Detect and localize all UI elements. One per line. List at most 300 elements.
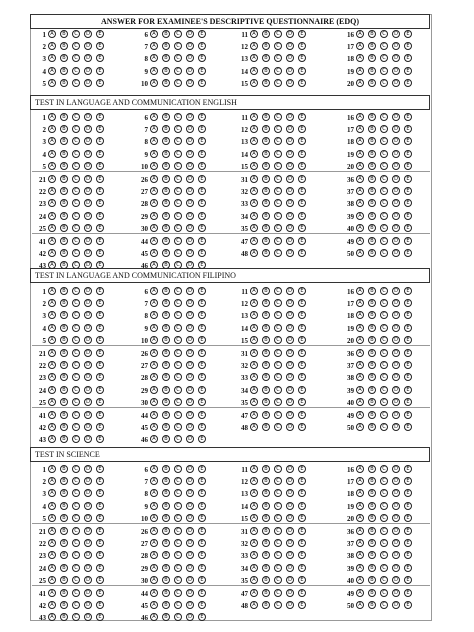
choice-bubble-e[interactable]: E	[298, 514, 306, 522]
choice-bubble-d[interactable]: D	[186, 373, 194, 381]
choice-bubble-a[interactable]: A	[356, 150, 364, 158]
choice-bubble-d[interactable]: D	[392, 224, 400, 232]
choice-bubble-d[interactable]: D	[84, 373, 92, 381]
choice-bubble-c[interactable]: C	[174, 589, 182, 597]
choice-bubble-b[interactable]: B	[262, 67, 270, 75]
choice-bubble-b[interactable]: B	[162, 199, 170, 207]
choice-bubble-a[interactable]: A	[48, 564, 56, 572]
choice-bubble-b[interactable]: B	[162, 613, 170, 621]
choice-bubble-b[interactable]: B	[262, 527, 270, 535]
choice-bubble-e[interactable]: E	[404, 336, 412, 344]
choice-bubble-b[interactable]: B	[60, 137, 68, 145]
choice-bubble-a[interactable]: A	[48, 299, 56, 307]
choice-bubble-b[interactable]: B	[60, 539, 68, 547]
choice-bubble-d[interactable]: D	[392, 373, 400, 381]
choice-bubble-e[interactable]: E	[96, 435, 104, 443]
choice-bubble-a[interactable]: A	[250, 465, 258, 473]
choice-bubble-d[interactable]: D	[286, 212, 294, 220]
choice-bubble-e[interactable]: E	[298, 411, 306, 419]
choice-bubble-a[interactable]: A	[48, 349, 56, 357]
choice-bubble-a[interactable]: A	[250, 249, 258, 257]
choice-bubble-c[interactable]: C	[72, 514, 80, 522]
choice-bubble-e[interactable]: E	[404, 324, 412, 332]
choice-bubble-c[interactable]: C	[380, 423, 388, 431]
choice-bubble-e[interactable]: E	[96, 287, 104, 295]
choice-bubble-d[interactable]: D	[186, 30, 194, 38]
choice-bubble-c[interactable]: C	[72, 324, 80, 332]
choice-bubble-d[interactable]: D	[392, 564, 400, 572]
choice-bubble-c[interactable]: C	[274, 175, 282, 183]
choice-bubble-c[interactable]: C	[380, 150, 388, 158]
choice-bubble-d[interactable]: D	[186, 162, 194, 170]
choice-bubble-c[interactable]: C	[72, 287, 80, 295]
choice-bubble-d[interactable]: D	[186, 287, 194, 295]
choice-bubble-c[interactable]: C	[174, 564, 182, 572]
choice-bubble-c[interactable]: C	[72, 589, 80, 597]
choice-bubble-c[interactable]: C	[174, 514, 182, 522]
choice-bubble-c[interactable]: C	[274, 589, 282, 597]
choice-bubble-e[interactable]: E	[198, 601, 206, 609]
choice-bubble-d[interactable]: D	[392, 465, 400, 473]
choice-bubble-d[interactable]: D	[84, 54, 92, 62]
choice-bubble-b[interactable]: B	[60, 336, 68, 344]
choice-bubble-a[interactable]: A	[250, 349, 258, 357]
choice-bubble-d[interactable]: D	[392, 79, 400, 87]
choice-bubble-c[interactable]: C	[274, 237, 282, 245]
choice-bubble-e[interactable]: E	[404, 42, 412, 50]
choice-bubble-c[interactable]: C	[72, 361, 80, 369]
choice-bubble-d[interactable]: D	[84, 435, 92, 443]
choice-bubble-c[interactable]: C	[274, 79, 282, 87]
choice-bubble-e[interactable]: E	[298, 373, 306, 381]
choice-bubble-a[interactable]: A	[48, 150, 56, 158]
choice-bubble-b[interactable]: B	[60, 261, 68, 269]
choice-bubble-d[interactable]: D	[186, 551, 194, 559]
choice-bubble-a[interactable]: A	[250, 601, 258, 609]
choice-bubble-d[interactable]: D	[84, 514, 92, 522]
choice-bubble-b[interactable]: B	[162, 261, 170, 269]
choice-bubble-e[interactable]: E	[404, 514, 412, 522]
choice-bubble-a[interactable]: A	[150, 187, 158, 195]
choice-bubble-e[interactable]: E	[198, 398, 206, 406]
choice-bubble-d[interactable]: D	[84, 324, 92, 332]
choice-bubble-e[interactable]: E	[96, 514, 104, 522]
choice-bubble-b[interactable]: B	[162, 601, 170, 609]
choice-bubble-a[interactable]: A	[250, 411, 258, 419]
choice-bubble-d[interactable]: D	[84, 489, 92, 497]
choice-bubble-b[interactable]: B	[368, 527, 376, 535]
choice-bubble-d[interactable]: D	[84, 212, 92, 220]
choice-bubble-d[interactable]: D	[286, 54, 294, 62]
choice-bubble-b[interactable]: B	[262, 237, 270, 245]
choice-bubble-c[interactable]: C	[72, 249, 80, 257]
choice-bubble-a[interactable]: A	[356, 79, 364, 87]
choice-bubble-b[interactable]: B	[60, 551, 68, 559]
choice-bubble-c[interactable]: C	[174, 311, 182, 319]
choice-bubble-a[interactable]: A	[356, 187, 364, 195]
choice-bubble-c[interactable]: C	[380, 601, 388, 609]
choice-bubble-a[interactable]: A	[48, 113, 56, 121]
choice-bubble-e[interactable]: E	[96, 576, 104, 584]
choice-bubble-b[interactable]: B	[162, 187, 170, 195]
choice-bubble-d[interactable]: D	[286, 423, 294, 431]
choice-bubble-b[interactable]: B	[368, 576, 376, 584]
choice-bubble-e[interactable]: E	[404, 199, 412, 207]
choice-bubble-b[interactable]: B	[262, 199, 270, 207]
choice-bubble-b[interactable]: B	[262, 113, 270, 121]
choice-bubble-e[interactable]: E	[198, 361, 206, 369]
choice-bubble-c[interactable]: C	[174, 527, 182, 535]
choice-bubble-d[interactable]: D	[84, 465, 92, 473]
choice-bubble-c[interactable]: C	[380, 125, 388, 133]
choice-bubble-c[interactable]: C	[174, 502, 182, 510]
choice-bubble-e[interactable]: E	[96, 137, 104, 145]
choice-bubble-d[interactable]: D	[186, 237, 194, 245]
choice-bubble-e[interactable]: E	[298, 398, 306, 406]
choice-bubble-d[interactable]: D	[392, 299, 400, 307]
choice-bubble-e[interactable]: E	[96, 465, 104, 473]
choice-bubble-d[interactable]: D	[84, 311, 92, 319]
choice-bubble-c[interactable]: C	[380, 411, 388, 419]
choice-bubble-b[interactable]: B	[162, 30, 170, 38]
choice-bubble-a[interactable]: A	[48, 527, 56, 535]
choice-bubble-c[interactable]: C	[174, 287, 182, 295]
choice-bubble-c[interactable]: C	[380, 287, 388, 295]
choice-bubble-b[interactable]: B	[60, 601, 68, 609]
choice-bubble-d[interactable]: D	[186, 150, 194, 158]
choice-bubble-c[interactable]: C	[174, 187, 182, 195]
choice-bubble-a[interactable]: A	[48, 162, 56, 170]
choice-bubble-c[interactable]: C	[380, 162, 388, 170]
choice-bubble-a[interactable]: A	[356, 527, 364, 535]
choice-bubble-b[interactable]: B	[262, 411, 270, 419]
choice-bubble-d[interactable]: D	[286, 175, 294, 183]
choice-bubble-d[interactable]: D	[392, 287, 400, 295]
choice-bubble-b[interactable]: B	[368, 361, 376, 369]
choice-bubble-e[interactable]: E	[404, 125, 412, 133]
choice-bubble-c[interactable]: C	[380, 42, 388, 50]
choice-bubble-d[interactable]: D	[286, 336, 294, 344]
choice-bubble-e[interactable]: E	[96, 411, 104, 419]
choice-bubble-b[interactable]: B	[262, 539, 270, 547]
choice-bubble-a[interactable]: A	[150, 113, 158, 121]
choice-bubble-a[interactable]: A	[250, 224, 258, 232]
choice-bubble-b[interactable]: B	[162, 137, 170, 145]
choice-bubble-e[interactable]: E	[198, 199, 206, 207]
choice-bubble-d[interactable]: D	[392, 411, 400, 419]
choice-bubble-d[interactable]: D	[392, 361, 400, 369]
choice-bubble-b[interactable]: B	[162, 54, 170, 62]
choice-bubble-d[interactable]: D	[286, 199, 294, 207]
choice-bubble-d[interactable]: D	[392, 423, 400, 431]
choice-bubble-b[interactable]: B	[162, 589, 170, 597]
choice-bubble-a[interactable]: A	[250, 361, 258, 369]
choice-bubble-e[interactable]: E	[404, 489, 412, 497]
choice-bubble-c[interactable]: C	[72, 386, 80, 394]
choice-bubble-b[interactable]: B	[60, 373, 68, 381]
choice-bubble-a[interactable]: A	[150, 349, 158, 357]
choice-bubble-c[interactable]: C	[72, 527, 80, 535]
choice-bubble-b[interactable]: B	[60, 386, 68, 394]
choice-bubble-b[interactable]: B	[162, 79, 170, 87]
choice-bubble-a[interactable]: A	[356, 287, 364, 295]
choice-bubble-c[interactable]: C	[380, 30, 388, 38]
choice-bubble-b[interactable]: B	[262, 423, 270, 431]
choice-bubble-e[interactable]: E	[198, 551, 206, 559]
choice-bubble-c[interactable]: C	[380, 361, 388, 369]
choice-bubble-a[interactable]: A	[48, 261, 56, 269]
choice-bubble-c[interactable]: C	[380, 576, 388, 584]
choice-bubble-c[interactable]: C	[72, 502, 80, 510]
choice-bubble-e[interactable]: E	[198, 162, 206, 170]
choice-bubble-c[interactable]: C	[274, 489, 282, 497]
choice-bubble-b[interactable]: B	[162, 125, 170, 133]
choice-bubble-c[interactable]: C	[174, 477, 182, 485]
choice-bubble-b[interactable]: B	[162, 576, 170, 584]
choice-bubble-e[interactable]: E	[96, 477, 104, 485]
choice-bubble-e[interactable]: E	[298, 125, 306, 133]
choice-bubble-a[interactable]: A	[250, 423, 258, 431]
choice-bubble-d[interactable]: D	[84, 477, 92, 485]
choice-bubble-d[interactable]: D	[392, 336, 400, 344]
choice-bubble-e[interactable]: E	[404, 361, 412, 369]
choice-bubble-d[interactable]: D	[186, 527, 194, 535]
choice-bubble-a[interactable]: A	[356, 54, 364, 62]
choice-bubble-c[interactable]: C	[274, 224, 282, 232]
choice-bubble-b[interactable]: B	[368, 113, 376, 121]
choice-bubble-d[interactable]: D	[286, 125, 294, 133]
choice-bubble-c[interactable]: C	[380, 224, 388, 232]
choice-bubble-e[interactable]: E	[96, 199, 104, 207]
choice-bubble-d[interactable]: D	[186, 349, 194, 357]
choice-bubble-d[interactable]: D	[286, 137, 294, 145]
choice-bubble-c[interactable]: C	[174, 79, 182, 87]
choice-bubble-c[interactable]: C	[174, 212, 182, 220]
choice-bubble-b[interactable]: B	[162, 435, 170, 443]
choice-bubble-d[interactable]: D	[392, 113, 400, 121]
choice-bubble-e[interactable]: E	[298, 187, 306, 195]
choice-bubble-d[interactable]: D	[286, 398, 294, 406]
choice-bubble-c[interactable]: C	[72, 336, 80, 344]
choice-bubble-e[interactable]: E	[96, 79, 104, 87]
choice-bubble-b[interactable]: B	[162, 386, 170, 394]
choice-bubble-a[interactable]: A	[356, 42, 364, 50]
choice-bubble-a[interactable]: A	[356, 324, 364, 332]
choice-bubble-e[interactable]: E	[298, 237, 306, 245]
choice-bubble-d[interactable]: D	[286, 601, 294, 609]
choice-bubble-e[interactable]: E	[198, 564, 206, 572]
choice-bubble-e[interactable]: E	[298, 324, 306, 332]
choice-bubble-e[interactable]: E	[198, 373, 206, 381]
choice-bubble-a[interactable]: A	[150, 67, 158, 75]
choice-bubble-d[interactable]: D	[186, 576, 194, 584]
choice-bubble-d[interactable]: D	[84, 411, 92, 419]
choice-bubble-e[interactable]: E	[96, 299, 104, 307]
choice-bubble-a[interactable]: A	[150, 30, 158, 38]
choice-bubble-d[interactable]: D	[84, 261, 92, 269]
choice-bubble-d[interactable]: D	[84, 287, 92, 295]
choice-bubble-a[interactable]: A	[150, 539, 158, 547]
choice-bubble-c[interactable]: C	[174, 324, 182, 332]
choice-bubble-d[interactable]: D	[186, 175, 194, 183]
choice-bubble-d[interactable]: D	[286, 79, 294, 87]
choice-bubble-e[interactable]: E	[96, 423, 104, 431]
choice-bubble-c[interactable]: C	[72, 477, 80, 485]
choice-bubble-e[interactable]: E	[198, 287, 206, 295]
choice-bubble-a[interactable]: A	[48, 336, 56, 344]
choice-bubble-c[interactable]: C	[380, 137, 388, 145]
choice-bubble-c[interactable]: C	[72, 311, 80, 319]
choice-bubble-b[interactable]: B	[60, 212, 68, 220]
choice-bubble-c[interactable]: C	[72, 564, 80, 572]
choice-bubble-c[interactable]: C	[174, 349, 182, 357]
choice-bubble-d[interactable]: D	[186, 411, 194, 419]
choice-bubble-e[interactable]: E	[198, 502, 206, 510]
choice-bubble-b[interactable]: B	[60, 54, 68, 62]
choice-bubble-d[interactable]: D	[392, 527, 400, 535]
choice-bubble-c[interactable]: C	[380, 551, 388, 559]
choice-bubble-e[interactable]: E	[298, 162, 306, 170]
choice-bubble-a[interactable]: A	[48, 237, 56, 245]
choice-bubble-b[interactable]: B	[368, 373, 376, 381]
choice-bubble-c[interactable]: C	[380, 311, 388, 319]
choice-bubble-d[interactable]: D	[286, 287, 294, 295]
choice-bubble-a[interactable]: A	[150, 175, 158, 183]
choice-bubble-e[interactable]: E	[198, 67, 206, 75]
choice-bubble-e[interactable]: E	[198, 576, 206, 584]
choice-bubble-c[interactable]: C	[380, 249, 388, 257]
choice-bubble-a[interactable]: A	[150, 261, 158, 269]
choice-bubble-e[interactable]: E	[198, 125, 206, 133]
choice-bubble-e[interactable]: E	[96, 224, 104, 232]
choice-bubble-c[interactable]: C	[72, 261, 80, 269]
choice-bubble-b[interactable]: B	[368, 411, 376, 419]
choice-bubble-c[interactable]: C	[274, 527, 282, 535]
choice-bubble-b[interactable]: B	[162, 324, 170, 332]
choice-bubble-e[interactable]: E	[96, 54, 104, 62]
choice-bubble-d[interactable]: D	[286, 514, 294, 522]
choice-bubble-b[interactable]: B	[262, 299, 270, 307]
choice-bubble-c[interactable]: C	[274, 502, 282, 510]
choice-bubble-a[interactable]: A	[356, 502, 364, 510]
choice-bubble-d[interactable]: D	[186, 54, 194, 62]
choice-bubble-a[interactable]: A	[150, 212, 158, 220]
choice-bubble-d[interactable]: D	[392, 237, 400, 245]
choice-bubble-d[interactable]: D	[392, 125, 400, 133]
choice-bubble-a[interactable]: A	[150, 423, 158, 431]
choice-bubble-e[interactable]: E	[198, 336, 206, 344]
choice-bubble-a[interactable]: A	[150, 435, 158, 443]
choice-bubble-a[interactable]: A	[356, 398, 364, 406]
choice-bubble-b[interactable]: B	[262, 373, 270, 381]
choice-bubble-a[interactable]: A	[250, 162, 258, 170]
choice-bubble-d[interactable]: D	[84, 224, 92, 232]
choice-bubble-a[interactable]: A	[150, 224, 158, 232]
choice-bubble-e[interactable]: E	[404, 113, 412, 121]
choice-bubble-a[interactable]: A	[250, 324, 258, 332]
choice-bubble-d[interactable]: D	[392, 42, 400, 50]
choice-bubble-d[interactable]: D	[84, 564, 92, 572]
choice-bubble-e[interactable]: E	[96, 502, 104, 510]
choice-bubble-b[interactable]: B	[262, 361, 270, 369]
choice-bubble-a[interactable]: A	[150, 613, 158, 621]
choice-bubble-b[interactable]: B	[368, 601, 376, 609]
choice-bubble-d[interactable]: D	[286, 237, 294, 245]
choice-bubble-e[interactable]: E	[96, 212, 104, 220]
choice-bubble-a[interactable]: A	[150, 137, 158, 145]
choice-bubble-c[interactable]: C	[174, 137, 182, 145]
choice-bubble-d[interactable]: D	[84, 79, 92, 87]
choice-bubble-e[interactable]: E	[404, 423, 412, 431]
choice-bubble-d[interactable]: D	[392, 589, 400, 597]
choice-bubble-b[interactable]: B	[162, 411, 170, 419]
choice-bubble-a[interactable]: A	[150, 361, 158, 369]
choice-bubble-b[interactable]: B	[368, 336, 376, 344]
choice-bubble-c[interactable]: C	[174, 539, 182, 547]
choice-bubble-a[interactable]: A	[150, 199, 158, 207]
choice-bubble-c[interactable]: C	[72, 576, 80, 584]
choice-bubble-e[interactable]: E	[298, 67, 306, 75]
choice-bubble-e[interactable]: E	[96, 162, 104, 170]
choice-bubble-a[interactable]: A	[250, 287, 258, 295]
choice-bubble-b[interactable]: B	[262, 564, 270, 572]
choice-bubble-d[interactable]: D	[392, 539, 400, 547]
choice-bubble-b[interactable]: B	[262, 336, 270, 344]
choice-bubble-d[interactable]: D	[84, 423, 92, 431]
choice-bubble-a[interactable]: A	[48, 30, 56, 38]
choice-bubble-a[interactable]: A	[48, 42, 56, 50]
choice-bubble-e[interactable]: E	[298, 361, 306, 369]
choice-bubble-d[interactable]: D	[286, 477, 294, 485]
choice-bubble-e[interactable]: E	[298, 551, 306, 559]
choice-bubble-e[interactable]: E	[198, 42, 206, 50]
choice-bubble-a[interactable]: A	[250, 311, 258, 319]
choice-bubble-e[interactable]: E	[298, 287, 306, 295]
choice-bubble-d[interactable]: D	[286, 411, 294, 419]
choice-bubble-e[interactable]: E	[198, 514, 206, 522]
choice-bubble-e[interactable]: E	[198, 224, 206, 232]
choice-bubble-d[interactable]: D	[186, 477, 194, 485]
choice-bubble-e[interactable]: E	[404, 551, 412, 559]
choice-bubble-b[interactable]: B	[162, 162, 170, 170]
choice-bubble-a[interactable]: A	[48, 212, 56, 220]
choice-bubble-b[interactable]: B	[162, 502, 170, 510]
choice-bubble-e[interactable]: E	[404, 564, 412, 572]
choice-bubble-e[interactable]: E	[96, 336, 104, 344]
choice-bubble-e[interactable]: E	[96, 187, 104, 195]
choice-bubble-e[interactable]: E	[96, 67, 104, 75]
choice-bubble-a[interactable]: A	[48, 249, 56, 257]
choice-bubble-a[interactable]: A	[356, 137, 364, 145]
choice-bubble-b[interactable]: B	[162, 42, 170, 50]
choice-bubble-d[interactable]: D	[186, 311, 194, 319]
choice-bubble-c[interactable]: C	[380, 539, 388, 547]
choice-bubble-d[interactable]: D	[84, 349, 92, 357]
choice-bubble-c[interactable]: C	[174, 249, 182, 257]
choice-bubble-d[interactable]: D	[84, 336, 92, 344]
choice-bubble-a[interactable]: A	[48, 54, 56, 62]
choice-bubble-e[interactable]: E	[96, 386, 104, 394]
choice-bubble-b[interactable]: B	[262, 79, 270, 87]
choice-bubble-c[interactable]: C	[174, 237, 182, 245]
choice-bubble-b[interactable]: B	[60, 361, 68, 369]
choice-bubble-b[interactable]: B	[262, 324, 270, 332]
choice-bubble-d[interactable]: D	[84, 539, 92, 547]
choice-bubble-e[interactable]: E	[96, 113, 104, 121]
choice-bubble-a[interactable]: A	[356, 249, 364, 257]
choice-bubble-d[interactable]: D	[286, 576, 294, 584]
choice-bubble-d[interactable]: D	[186, 564, 194, 572]
